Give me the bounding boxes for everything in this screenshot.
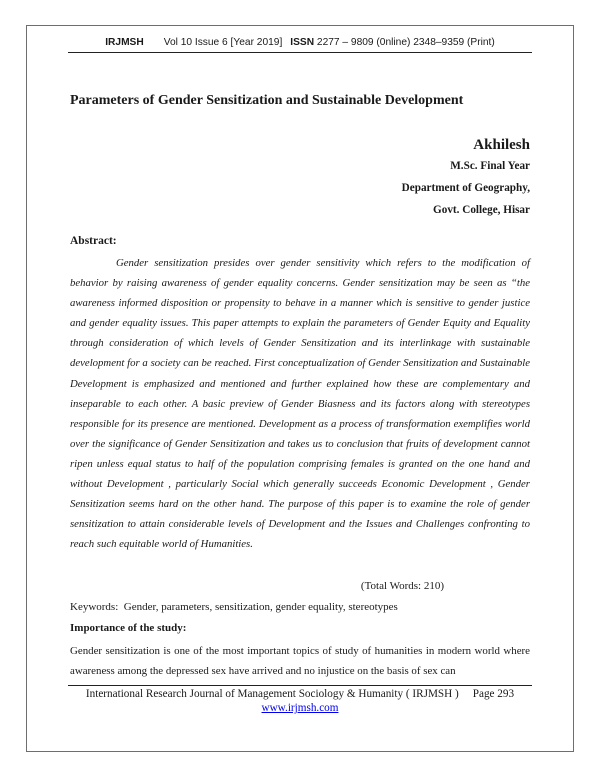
importance-heading: Importance of the study:: [70, 622, 187, 634]
abstract-body: [70, 253, 530, 554]
author-department: Department of Geography,: [401, 182, 530, 194]
header-rule: [68, 52, 532, 53]
author-block: [402, 136, 530, 221]
keywords-label: Keywords:: [70, 601, 119, 613]
running-header: [0, 37, 600, 48]
journal-website-link[interactable]: www.irjmsh.com: [261, 702, 339, 714]
total-words: (Total Words: 210): [360, 580, 444, 592]
issn-numbers: 2277 – 9809 (0nline) 2348–9359 (Print): [316, 37, 495, 48]
footer-url: [0, 702, 600, 714]
footer-rule: [68, 685, 532, 686]
paper-title: Parameters of Gender Sensitization and Sustainable Development: [70, 93, 464, 108]
volume-issue: Vol 10 Issue 6 [Year 2019]: [163, 37, 283, 48]
running-footer: [0, 688, 600, 700]
issn-label: ISSN: [290, 37, 315, 48]
journal-full-name: International Research Journal of Management Sociology & Humanity ( IRJMSH ): [85, 688, 459, 700]
author-name: Akhilesh: [473, 137, 530, 153]
journal-abbr: IRJMSH: [105, 37, 144, 48]
keywords-list: Gender, parameters, sensitization, gender equality, stereotypes: [123, 601, 398, 613]
abstract-heading: Abstract:: [70, 235, 117, 247]
abstract-paragraph: Gender sensitization presides over gender sensitivity which refers to the modification of behavior by raising awareness of gender equality concerns. Gender sensitization may be seen as “the awareness informed disposition or propensity to behave in a manner which is sensitive to gender justice and gender equality issues. This paper attempts to explain the parameters of Gender Equity and Equality through consideration of which levels of Gender Sensitization and its interlinkage with sustainable development for a society can be reached. First conceptualization of Gender Sensitization and Sustainable Development is emphasized and mentioned and further explained how these are complementary and inseparable to each other. A basic preview of Gender Biasness and its factors along with stereotypes responsible for its presence are mentioned. Development as a process of transformation exemplifies world over the significance of Gender Sensitization and takes us to conclusion that fruits of development cannot ripen unless equal status to half of the population comprising females is granted on the one hand and without Development , particularly Social which generally succeeds Economic Development , Gender Sensitization seems hard on the other hand. The purpose of this paper is to examine the role of gender sensitization to attain considerable levels of Development and the Issues and Challenges confronting to reach such equitable world of Humanities.: [70, 257, 530, 551]
author-degree: M.Sc. Final Year: [450, 160, 530, 172]
author-college: Govt. College, Hisar: [433, 204, 530, 216]
importance-body: Gender sensitization is one of the most important topics of study of humanities in modern world where awareness among the depressed sex have arrived and no injustice on the basis of sex can: [70, 645, 530, 677]
keywords: [70, 601, 398, 613]
page-number: Page 293: [472, 688, 515, 700]
